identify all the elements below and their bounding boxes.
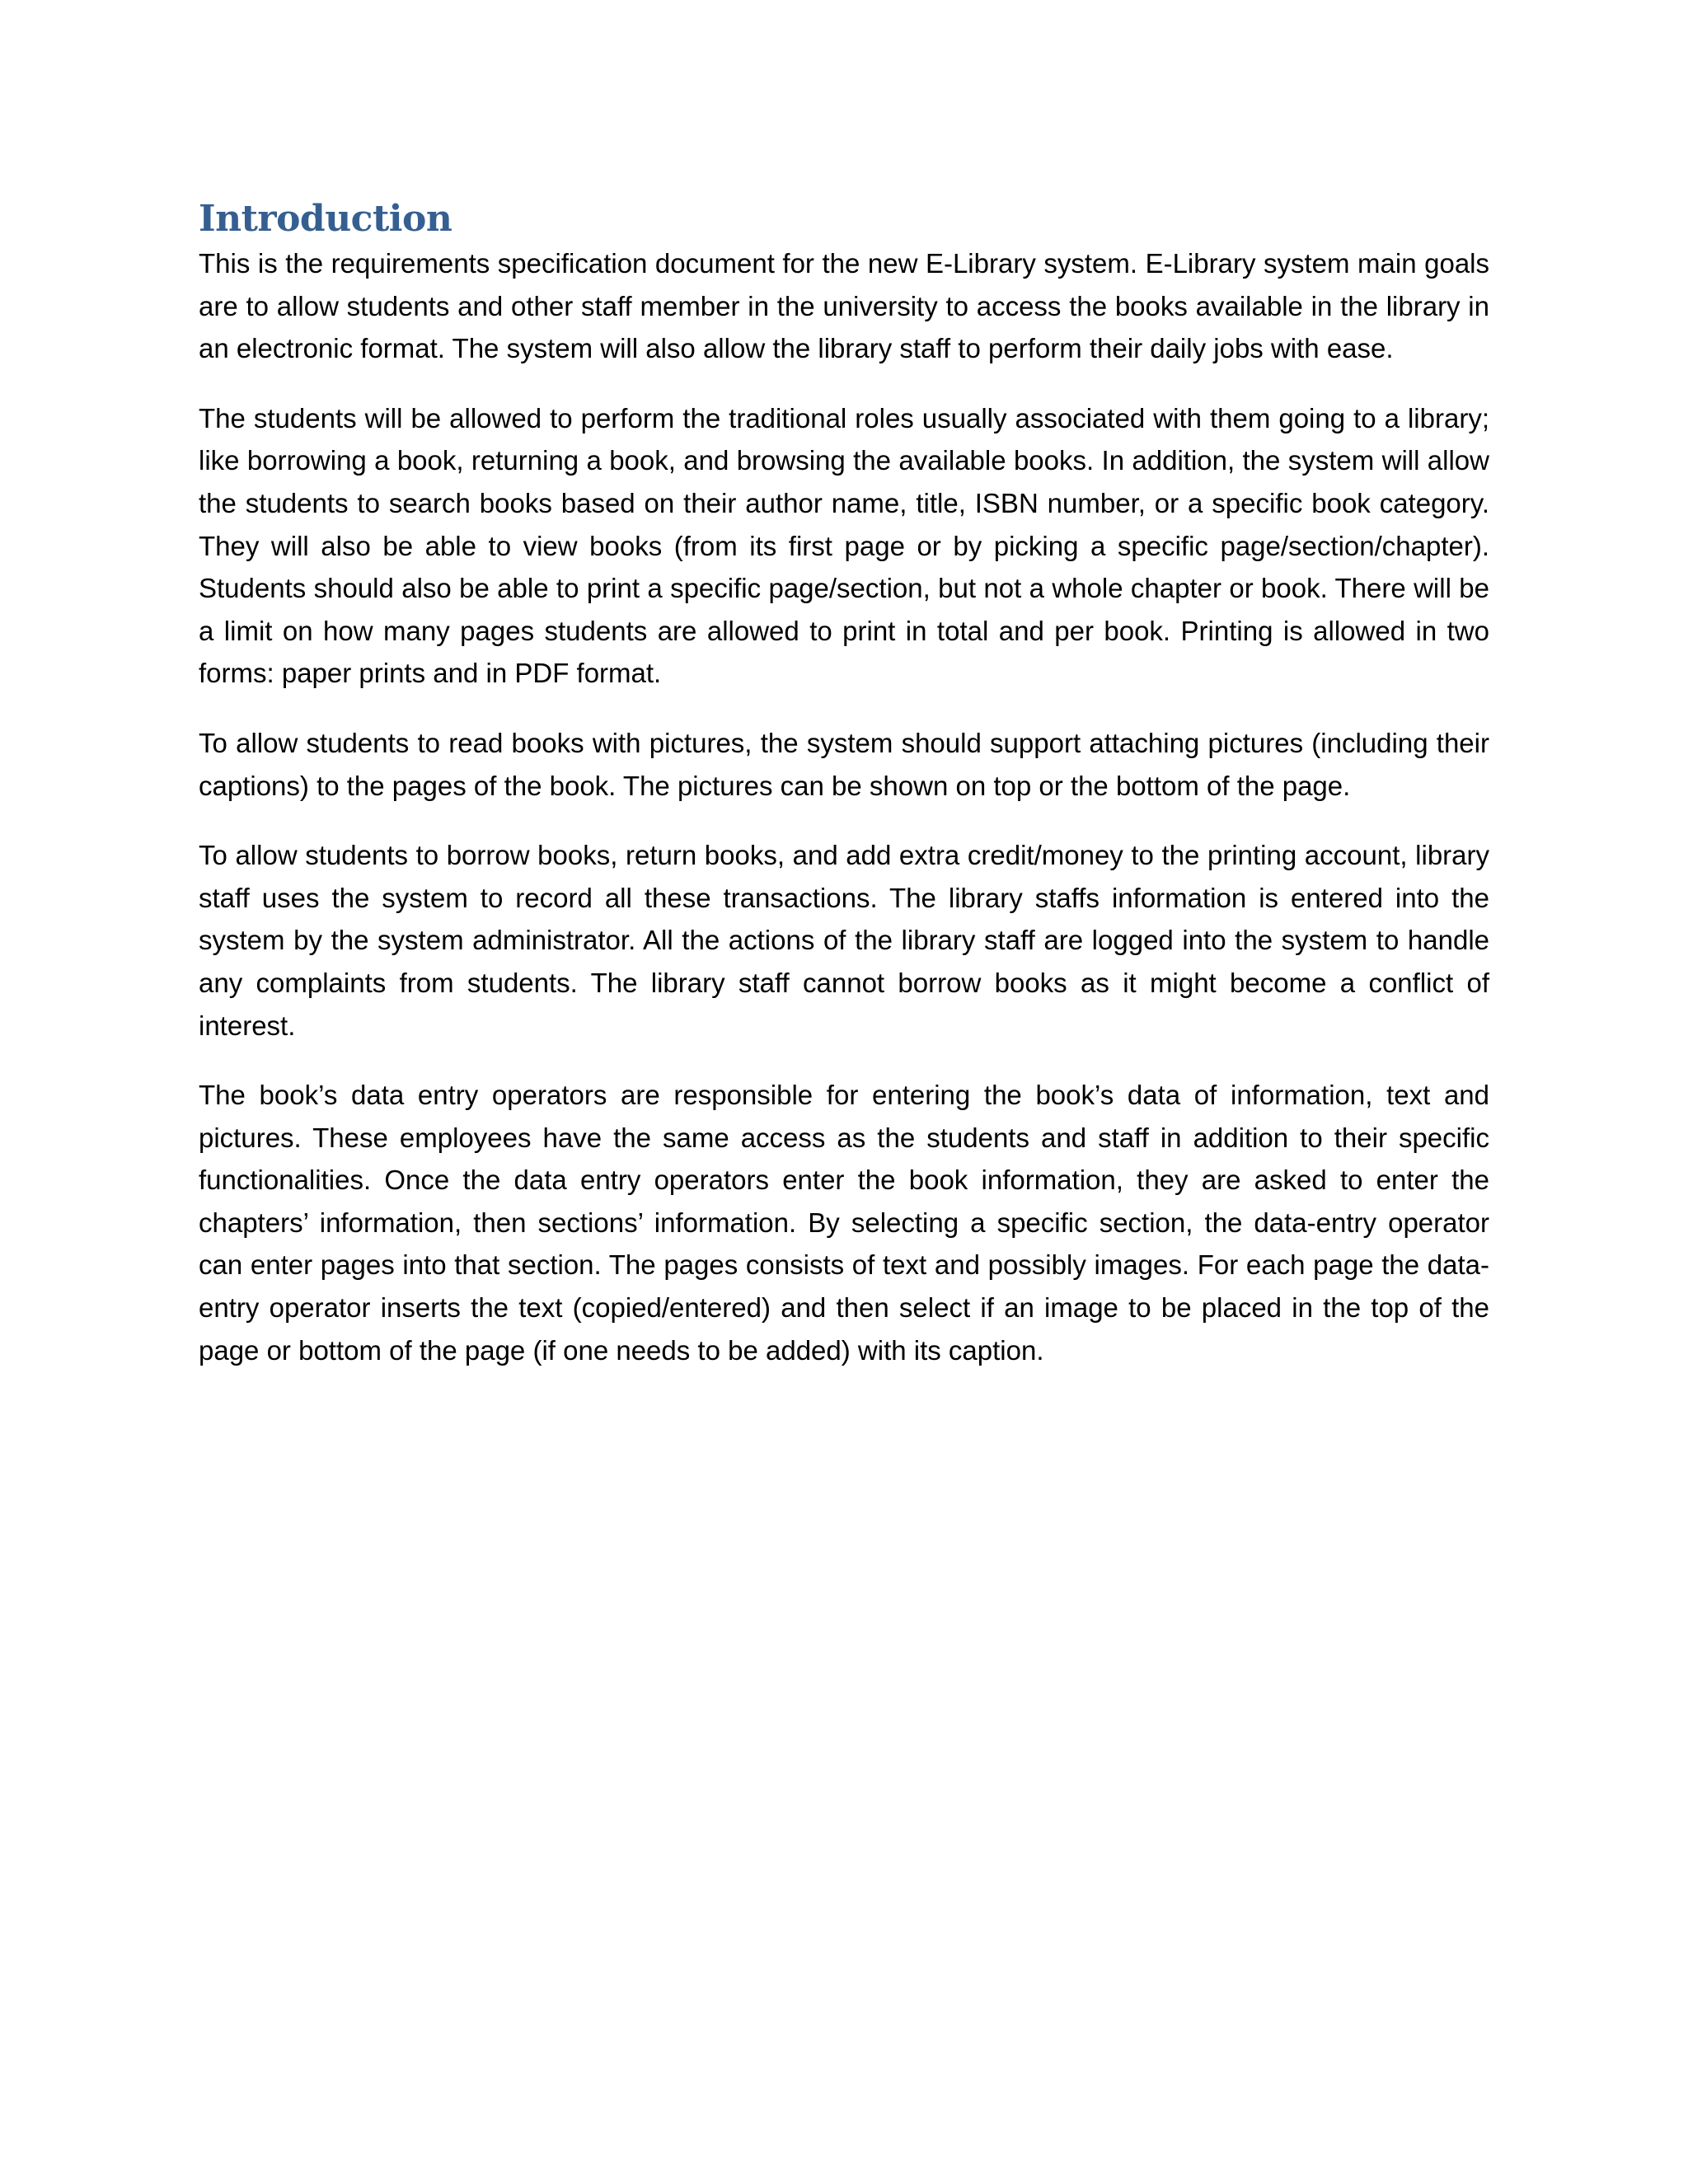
paragraph-data-entry: The book’s data entry operators are responsible for entering the book’s data of information, text and pictures. These employees have the same access as the students and staff in addition to their specific functionalities. Once the data entry operators enter the book information, they are asked to enter the chapters’ information, then sections’ information. By selecting a specific section, the data-entry operator can enter pages into that section. The pages consists of text and possibly images. For each page the data-entry operator inserts the text (copied/entered) and then select if an image to be placed in the top of the page or bottom of the page (if one needs to be added) with its caption. — [199, 1080, 1489, 1366]
paragraph-overview: This is the requirements specification document for the new E-Library system. E-Library system main goals are to allow students and other staff member in the university to access the books available in the library in an electronic format. The system will also allow the library staff to perform their daily jobs with ease. — [199, 248, 1489, 364]
paragraph-pictures: To allow students to read books with pictures, the system should support attaching pictures (including their captions) to the pages of the book. The pictures can be shown on top or the bottom of the page. — [199, 727, 1489, 801]
paragraph-student-roles: The students will be allowed to perform the traditional roles usually associated with them going to a library; like borrowing a book, returning a book, and browsing the available books. In addition, the system will allow the students to search books based on their author name, title, ISBN number, or a specific book category. They will also be able to view books (from its first page or by picking a specific page/section/chapter). Students should also be able to print a specific page/section, but not a whole chapter or book. There will be a limit on how many pages students are allowed to print in total and per book. Printing is allowed in two forms: paper prints and in PDF format. — [199, 402, 1489, 689]
section-heading: Introduction — [199, 198, 452, 240]
document-body — [199, 194, 1489, 1399]
paragraph-library-staff: To allow students to borrow books, return books, and add extra credit/money to the printing account, library staff uses the system to record all these transactions. The library staffs information is entered into the system by the system administrator. All the actions of the library staff are logged into the system to handle any complaints from students. The library staff cannot borrow books as it might become a conflict of interest. — [199, 840, 1489, 1041]
